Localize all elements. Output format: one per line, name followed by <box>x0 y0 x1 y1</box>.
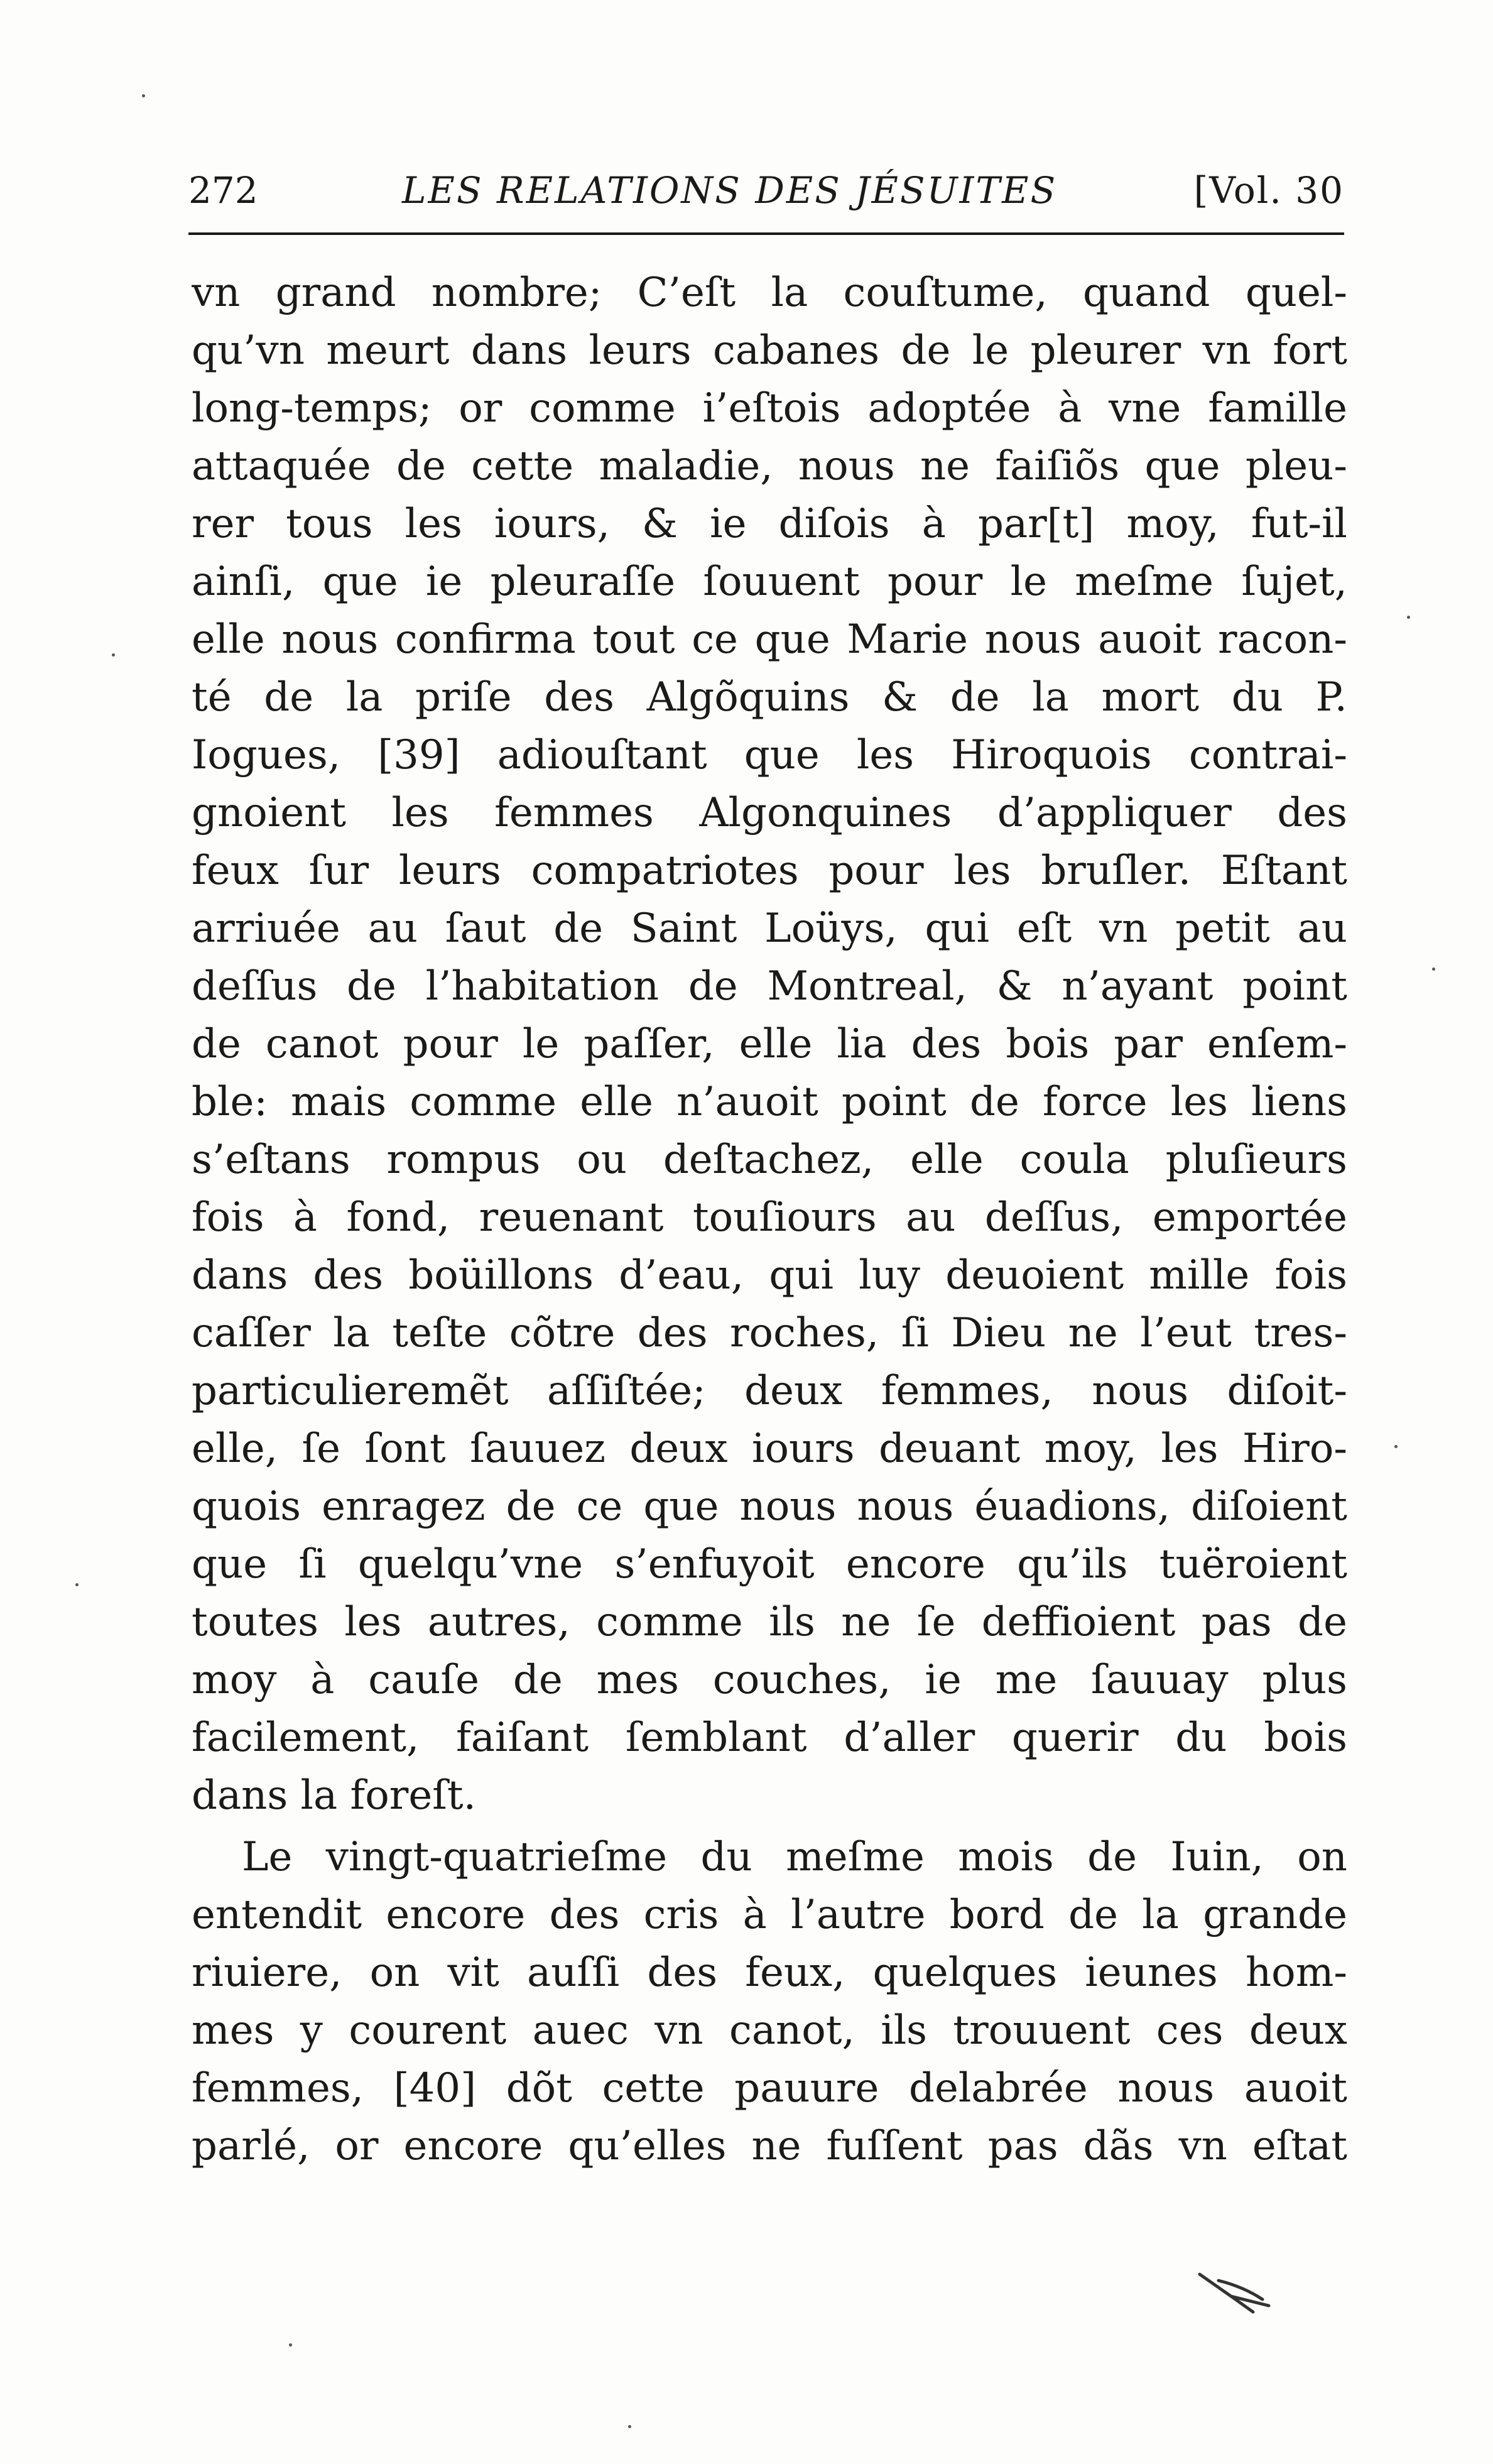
text-line: deſſus de l’habitation de Montreal, & n’ayant point <box>192 963 1347 1010</box>
text-line: moy à cauſe de mes couches, ie me ſauuay plus <box>192 1657 1347 1703</box>
text-line-last: dans la foreſt. <box>192 1772 476 1819</box>
text-line: riuiere, on vit auſſi des feux, quelques ieunes hom- <box>192 1949 1347 1996</box>
header-rule <box>188 232 1344 235</box>
volume-label: [Vol. 30 <box>1193 169 1344 212</box>
text-line: té de la priſe des Algõquins & de la mort du P. <box>192 674 1347 721</box>
print-speck <box>1394 1445 1398 1448</box>
text-line: parlé, or encore qu’elles ne fuſſent pas dãs vn eſtat <box>192 2123 1347 2169</box>
text-line: ainſi, que ie pleuraſſe ſouuent pour le meſme ſujet, <box>192 559 1347 605</box>
text-line: vn grand nombre; C’eſt la couſtume, quand quel- <box>192 270 1347 316</box>
text-line: attaquée de cette maladie, nous ne faiſiõs que pleu- <box>192 443 1347 489</box>
text-line: entendit encore des cris à l’autre bord de la grande <box>192 1892 1347 1938</box>
text-line: caſſer la teſte cõtre des roches, ſi Dieu ne l’eut tres- <box>192 1310 1347 1356</box>
text-line: feux ſur leurs compatriotes pour les bruſler. Eſtant <box>192 848 1347 894</box>
text-line: facilement, faiſant ſemblant d’aller querir du bois <box>192 1714 1347 1761</box>
text-line: que ſi quelqu’vne s’enfuyoit encore qu’ils tuëroient <box>192 1541 1347 1588</box>
text-line: dans des boüillons d’eau, qui luy deuoient mille fois <box>192 1252 1347 1299</box>
text-line: mes y courent auec vn canot, ils trouuent ces deux <box>192 2007 1347 2054</box>
print-speck <box>1407 616 1410 619</box>
text-line: ble: mais comme elle n’auoit point de force les liens <box>192 1079 1347 1125</box>
text-line: long-temps; or comme i’eſtois adoptée à vne famille <box>192 385 1347 432</box>
paragraph-first-line: Le vingt-quatrieſme du meſme mois de Iuin, on <box>242 1834 1347 1880</box>
text-line: fois à fond, reuenant touſiours au deſſus, emportée <box>192 1194 1347 1241</box>
ink-scribble-mark <box>1193 2262 1281 2318</box>
print-speck <box>112 653 115 657</box>
text-line: s’eſtans rompus ou deſtachez, elle coula pluſieurs <box>192 1137 1347 1183</box>
text-line: quois enragez de ce que nous nous éuadions, diſoient <box>192 1483 1347 1530</box>
page-number: 272 <box>188 169 258 212</box>
running-head <box>188 162 1344 219</box>
body-text <box>192 264 1347 2175</box>
text-line: particulieremẽt aſſiſtée; deux femmes, nous diſoit- <box>192 1368 1347 1414</box>
print-speck <box>142 94 145 97</box>
text-line: Iogues, [39] adiouſtant que les Hiroquois contrai- <box>192 732 1347 778</box>
running-title: LES RELATIONS DES JÉSUITES <box>402 169 1058 212</box>
text-line: elle nous confirma tout ce que Marie nous auoit racon- <box>192 616 1347 663</box>
text-line: rer tous les iours, & ie diſois à par[t] moy, fut-il <box>192 501 1347 547</box>
print-speck <box>75 1583 79 1586</box>
text-line: de canot pour le paſſer, elle lia des bois par enſem- <box>192 1021 1347 1067</box>
print-speck <box>628 2425 631 2428</box>
text-line: qu’vn meurt dans leurs cabanes de le pleurer vn fort <box>192 327 1347 374</box>
text-line: elle, ſe ſont ſauuez deux iours deuant moy, les Hiro- <box>192 1426 1347 1472</box>
text-line: toutes les autres, comme ils ne ſe deffioient pas de <box>192 1599 1347 1645</box>
print-speck <box>289 2343 292 2347</box>
print-speck <box>1432 968 1435 971</box>
text-line: femmes, [40] dõt cette pauure delabrée nous auoit <box>192 2065 1347 2112</box>
text-line: arriuée au ſaut de Saint Loüys, qui eſt vn petit au <box>192 905 1347 952</box>
text-line: gnoient les femmes Algonquines d’appliquer des <box>192 790 1347 836</box>
